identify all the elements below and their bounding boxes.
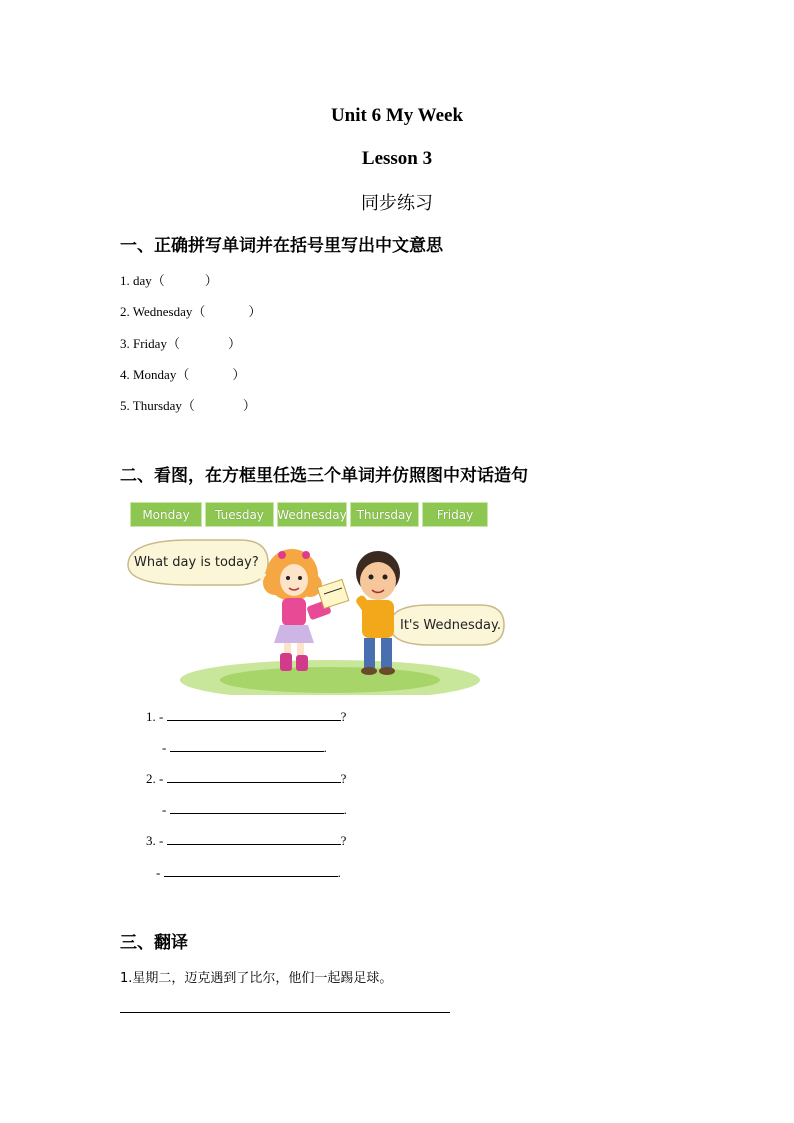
girl-figure: [263, 549, 349, 671]
blank-line[interactable]: [167, 770, 341, 783]
day-box-thursday: Thursday: [350, 502, 419, 527]
answer-num: 1. -: [146, 709, 164, 724]
section1-item-5: [120, 395, 256, 414]
answer-2-response: [162, 801, 347, 818]
item-text: 2. Wednesday（: [120, 304, 206, 319]
item-close: ）: [204, 273, 218, 288]
item-close: ）: [248, 304, 262, 319]
answer-1-response: [162, 739, 327, 756]
item-text: 3. Friday（: [120, 336, 180, 351]
illustration: [120, 495, 506, 695]
section1-item-1: [120, 270, 218, 289]
blank-line[interactable]: [170, 739, 324, 752]
item-close: ）: [227, 336, 241, 351]
answer-a-end: .: [337, 865, 341, 880]
item-text: 4. Monday（: [120, 367, 190, 382]
answer-num: 3. -: [146, 833, 164, 848]
answer-q-end: ?: [340, 709, 347, 724]
answer-num: 2. -: [146, 771, 164, 786]
item-text: 1. day（: [120, 273, 165, 288]
item-text: 5. Thursday（: [120, 398, 195, 413]
answer-a-end: .: [323, 740, 327, 755]
section3-item-1: 1.星期二，迈克遇到了比尔，他们一起踢足球。: [120, 971, 393, 986]
answer-q-end: ?: [340, 833, 347, 848]
answer-a-start: -: [156, 865, 161, 880]
blank-line[interactable]: [170, 801, 344, 814]
answer-a-end: .: [343, 802, 347, 817]
answer-q-end: ?: [340, 771, 347, 786]
grass-center: [220, 667, 440, 693]
day-box-wednesday: Wednesday: [277, 502, 347, 527]
dialogue-picture: [120, 495, 506, 695]
lesson-title: Lesson 3: [361, 148, 433, 169]
day-box-tuesday: Tuesday: [205, 502, 274, 527]
answer-3-response: [156, 864, 341, 881]
bubble-right-text: It's Wednesday.: [400, 618, 501, 633]
section1-item-4: [120, 364, 245, 383]
boy-figure: [355, 551, 400, 675]
section2-heading: 二、看图，在方框里任选三个单词并仿照图中对话造句: [120, 466, 528, 486]
page-subtitle: 同步练习: [361, 193, 433, 214]
item-close: ）: [242, 398, 256, 413]
answer-3-question: [146, 832, 346, 849]
section1-item-3: [120, 333, 241, 352]
blank-line[interactable]: [167, 832, 341, 845]
section3-heading: 三、翻译: [120, 933, 188, 953]
translation-answer-line[interactable]: [120, 1012, 450, 1013]
unit-title: Unit 6 My Week: [330, 105, 464, 126]
answer-a-start: -: [162, 802, 167, 817]
section1-item-2: [120, 301, 261, 320]
answer-1-question: [146, 708, 346, 725]
blank-line[interactable]: [167, 708, 341, 721]
answer-a-start: -: [162, 740, 167, 755]
day-box-monday: Monday: [130, 502, 202, 527]
blank-line[interactable]: [164, 864, 338, 877]
item-close: ）: [232, 367, 246, 382]
day-box-friday: Friday: [422, 502, 488, 527]
answer-2-question: [146, 770, 346, 787]
bubble-left-text: What day is today?: [134, 555, 259, 570]
section1-heading: 一、正确拼写单词并在括号里写出中文意思: [120, 236, 443, 256]
